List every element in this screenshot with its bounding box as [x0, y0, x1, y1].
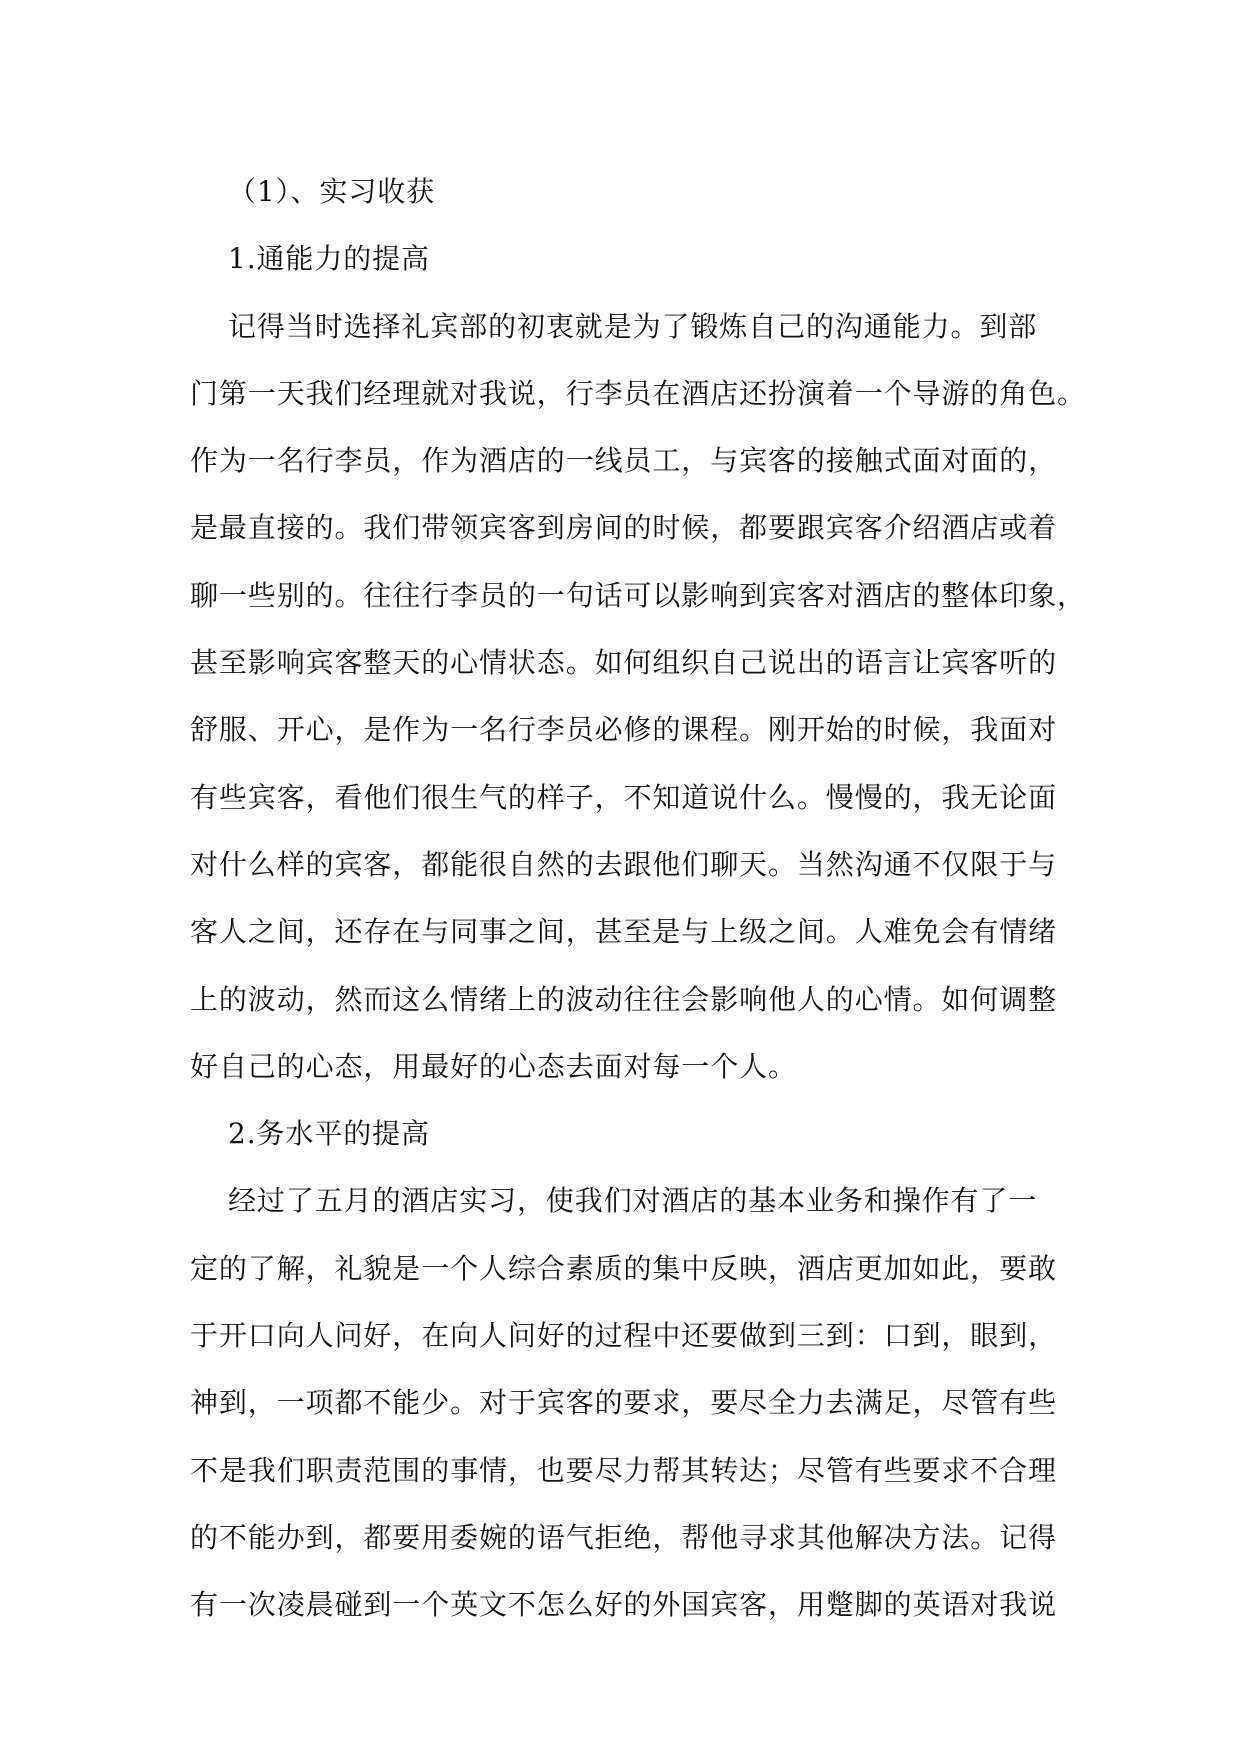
paragraph-line: 是最直接的。我们带领宾客到房间的时候，都要跟宾客介绍酒店或着	[190, 511, 1058, 545]
paragraph-line: 定的了解，礼貌是一个人综合素质的集中反映，酒店更加如此，要敢	[190, 1251, 1058, 1285]
paragraph-line: 有些宾客，看他们很生气的样子，不知道说什么。慢慢的，我无论面	[190, 780, 1058, 814]
paragraph-line: 经过了五月的酒店实习，使我们对酒店的基本业务和操作有了一	[228, 1184, 1038, 1218]
paragraph-line: 对什么样的宾客，都能很自然的去跟他们聊天。当然沟通不仅限于与	[190, 847, 1058, 881]
subheading-business-level: 2.务水平的提高	[228, 1117, 430, 1151]
paragraph-business-level	[190, 1167, 1058, 1638]
paragraph-line: 甚至影响宾客整天的心情状态。如何组织自己说出的语言让宾客听的	[190, 646, 1058, 680]
paragraph-line: 的不能办到，都要用委婉的语气拒绝，帮他寻求其他解决方法。记得	[190, 1520, 1058, 1554]
paragraph-line: 好自己的心态，用最好的心态去面对每一个人。	[190, 1049, 797, 1083]
paragraph-line: 聊一些别的。往往行李员的一句话可以影响到宾客对酒店的整体印象，	[190, 578, 1086, 612]
paragraph-line: 于开口向人问好，在向人问好的过程中还要做到三到：口到，眼到，	[190, 1319, 1058, 1353]
paragraph-communication	[190, 293, 1086, 1101]
paragraph-line: 有一次凌晨碰到一个英文不怎么好的外国宾客，用蹩脚的英语对我说	[190, 1588, 1058, 1622]
paragraph-line: 舒服、开心，是作为一名行李员必修的课程。刚开始的时候，我面对	[190, 713, 1058, 747]
paragraph-line: 上的波动，然而这么情绪上的波动往往会影响他人的心情。如何调整	[190, 982, 1058, 1016]
document-body	[190, 158, 1086, 1639]
subheading-communication: 1.通能力的提高	[228, 242, 430, 276]
paragraph-line: 作为一名行李员，作为酒店的一线员工，与宾客的接触式面对面的，	[190, 444, 1058, 478]
paragraph-line: 客人之间，还存在与同事之间，甚至是与上级之间。人难免会有情绪	[190, 915, 1058, 949]
paragraph-line: 门第一天我们经理就对我说，行李员在酒店还扮演着一个导游的角色。	[190, 376, 1086, 410]
paragraph-line: 神到，一项都不能少。对于宾客的要求，要尽全力去满足，尽管有些	[190, 1386, 1058, 1420]
paragraph-line: 不是我们职责范围的事情，也要尽力帮其转达；尽管有些要求不合理	[190, 1453, 1058, 1487]
section-title: （1）、实习收获	[228, 175, 436, 208]
paragraph-line: 记得当时选择礼宾部的初衷就是为了锻炼自己的沟通能力。到部	[228, 309, 1038, 343]
